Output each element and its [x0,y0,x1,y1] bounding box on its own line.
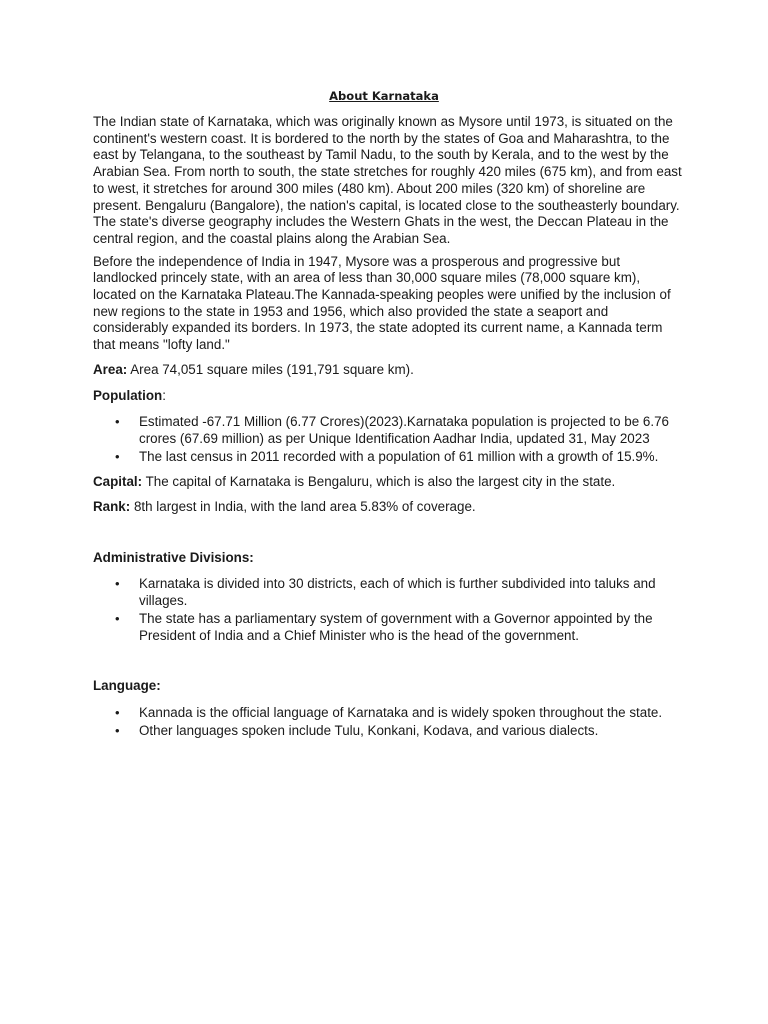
area-field [93,362,683,379]
language-heading [93,678,683,695]
rank-label: Rank: [93,499,131,515]
list-item: • Kannada is the official language of Karnataka and is widely spoken throughout the state. [139,705,683,722]
administrative-list [93,576,683,644]
capital-label: Capital: [93,473,143,489]
list-item: • Other languages spoken include Tulu, Konkani, Kodava, and various dialects. [139,723,683,740]
administrative-heading [93,550,683,567]
capital-value: The capital of Karnataka is Bengaluru, which is also the largest city in the state. [142,473,616,489]
rank-field [93,499,683,516]
list-item: • Karnataka is divided into 30 districts, each of which is further subdivided into taluks and villages. [139,576,683,609]
intro-paragraph: The Indian state of Karnataka, which was originally known as Mysore until 1973, is situated on the continent's western coast. It is bordered to the north by the states of Goa and Maharashtra, to the east by Telangana, to the southeast by Tamil Nadu, to the south by Kerala, and to the west by the Arabian Sea. From north to south, the state stretches for roughly 420 miles (675 km), and from east to west, it stretches for around 300 miles (480 km). About 200 miles (320 km) of shoreline are present. Bengaluru (Bangalore), the nation's capital, is located close to the southeasterly boundary. The state's diverse geography includes the Western Ghats in the west, the Deccan Plateau in the central region, and the coastal plains along the Arabian Sea. [93,114,682,246]
population-colon: : [162,387,166,403]
list-item: • Estimated -67.71 Million (6.77 Crores)(2023).Karnataka population is projected to be 6.76 crores (67.69 million) as per Unique Identification Aadhar India, updated 31, May 2023 [139,414,683,447]
administrative-label: Administrative Divisions: [93,549,254,565]
history-paragraph: Before the independence of India in 1947, Mysore was a prosperous and progressive but landlocked princely state, with an area of less than 30,000 square miles (78,000 square km), located on the Karnataka Plateau.The Kannada-speaking peoples were unified by the inclusion of new regions to the state in 1953 and 1956, which also provided the state a seaport and considerably expanded its borders. In 1973, the state adopted its current name, a Kannada term that means "lofty land." [93,253,671,353]
document-body [93,114,683,740]
population-list [93,414,683,465]
rank-value: 8th largest in India, with the land area 5.83% of coverage. [130,499,476,515]
area-value: Area 74,051 square miles (191,791 square km). [127,362,414,378]
population-heading [93,388,683,405]
capital-field [93,474,683,491]
area-label: Area: [93,362,128,378]
language-list [93,705,683,739]
population-label: Population [93,387,163,403]
document-title: About Karnataka [329,89,439,103]
language-label: Language: [93,678,161,694]
list-item: • The state has a parliamentary system of government with a Governor appointed by the President of India and a Chief Minister who is the head of the government. [139,611,683,644]
list-item: • The last census in 2011 recorded with a population of 61 million with a growth of 15.9%. [139,449,683,466]
